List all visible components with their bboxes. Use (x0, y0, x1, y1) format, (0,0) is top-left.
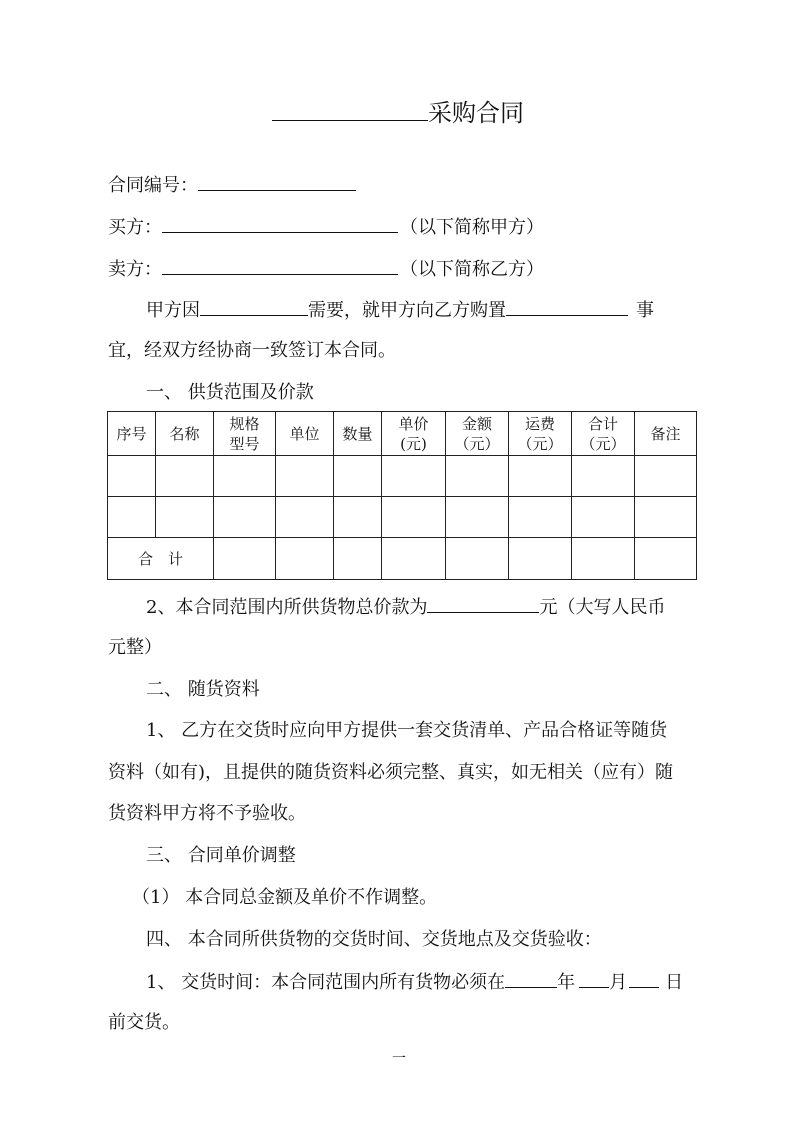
section-2-para-line-1: 1、 乙方在交货时应向甲方提供一套交货清单、产品合格证等随货 (146, 720, 668, 741)
header-label: （元） (517, 434, 563, 453)
contract-number-label: 合同编号： (108, 175, 198, 196)
intro-line-1 (146, 297, 654, 323)
delivery-time-line-1 (146, 969, 683, 995)
header-label: 序号 (116, 424, 147, 443)
header-cell-freight (509, 412, 572, 456)
header-label: 型号 (229, 434, 260, 453)
table-cell (156, 497, 214, 538)
header-label: 规格 (229, 414, 260, 433)
header-cell-amount (446, 412, 509, 456)
contract-number-line (108, 172, 356, 198)
intro-text-1: 甲方因 (146, 300, 200, 321)
section-1-heading: 一、 供货范围及价款 (146, 382, 314, 403)
table-cell (382, 456, 446, 497)
table-cell (635, 497, 697, 538)
seller-label: 卖方： (108, 259, 162, 280)
intro-text-2: 需要，就甲方向乙方购置 (308, 300, 506, 321)
purpose-blank (200, 297, 308, 316)
seller-line (108, 256, 544, 282)
seller-blank (162, 256, 398, 275)
total-price-line-1 (146, 594, 665, 620)
header-cell-spec (214, 412, 276, 456)
table-cell (334, 456, 382, 497)
header-label: 数量 (342, 424, 373, 443)
table-cell (572, 497, 635, 538)
buyer-note: （以下简称甲方） (400, 217, 544, 238)
total-label: 合 计 (137, 549, 183, 568)
table-cell (382, 497, 446, 538)
header-label: (元) (400, 434, 427, 453)
table-row (108, 497, 697, 538)
table-cell (572, 538, 635, 580)
total-price-blank (427, 594, 539, 613)
section-4-heading: 四、 本合同所供货物的交货时间、交货地点及交货验收： (146, 929, 602, 950)
delivery-time-line-2: 前交货。 (108, 1012, 180, 1033)
table-cell (635, 538, 697, 580)
header-cell-subtotal (572, 412, 635, 456)
header-cell-name (156, 412, 214, 456)
section-2-para-line-3: 货资料甲方将不予验收。 (108, 803, 306, 824)
table-cell (509, 456, 572, 497)
page-number: 一 (392, 1051, 406, 1067)
table-cell (334, 538, 382, 580)
header-label: 运费 (524, 414, 555, 433)
header-label: 备注 (650, 424, 681, 443)
section-3-para: （1） 本合同总金额及单价不作调整。 (132, 887, 438, 908)
table-cell (214, 497, 276, 538)
header-cell-remarks (635, 412, 697, 456)
table-cell (635, 456, 697, 497)
intro-line-2: 宜，经双方经协商一致签订本合同。 (108, 340, 396, 361)
buyer-label: 买方： (108, 217, 162, 238)
day-blank (629, 969, 659, 988)
table-cell (156, 456, 214, 497)
intro-text-3: 事 (636, 300, 654, 321)
table-cell (334, 497, 382, 538)
table-cell (214, 538, 276, 580)
total-label-cell (108, 538, 214, 580)
header-label: 合计 (587, 414, 618, 433)
goods-table (107, 411, 697, 580)
header-cell-unit (276, 412, 334, 456)
title-text: 采购合同 (428, 99, 524, 127)
total-price-line-2: 元整） (108, 637, 162, 658)
table-cell (572, 456, 635, 497)
delivery-time-text: 1、 交货时间：本合同范围内所有货物必须在 (146, 972, 506, 993)
header-cell-quantity (334, 412, 382, 456)
table-cell (276, 456, 334, 497)
header-label: 单位 (289, 424, 320, 443)
header-label: （元） (454, 434, 500, 453)
header-label: 金额 (461, 414, 492, 433)
section-2-para-line-2: 资料（如有)，且提供的随货资料必须完整、真实，如无相关（应有）随 (108, 762, 674, 783)
table-cell (446, 538, 509, 580)
total-price-text-2: 元（大写人民币 (539, 597, 666, 618)
table-cell (214, 456, 276, 497)
table-cell (446, 456, 509, 497)
table-cell (509, 538, 572, 580)
header-cell-index (108, 412, 156, 456)
table-cell (509, 497, 572, 538)
year-blank (505, 969, 557, 988)
section-3-heading: 三、 合同单价调整 (146, 845, 296, 866)
section-2-heading: 二、 随货资料 (146, 679, 260, 700)
header-label: 单价 (398, 414, 429, 433)
contract-number-blank (198, 172, 356, 191)
goods-blank (506, 297, 628, 316)
header-cell-unit-price (382, 412, 446, 456)
seller-note: （以下简称乙方） (400, 259, 544, 280)
year-label: 年 (557, 972, 576, 993)
table-total-row (108, 538, 697, 580)
table-row (108, 456, 697, 497)
month-blank (579, 969, 609, 988)
table-cell (108, 456, 156, 497)
buyer-blank (162, 214, 398, 233)
table-cell (382, 538, 446, 580)
month-label: 月 (609, 972, 628, 993)
total-price-text-1: 2、本合同范围内所供货物总价款为 (146, 597, 428, 618)
buyer-line (108, 214, 544, 240)
page-title (272, 96, 524, 129)
table-cell (108, 497, 156, 538)
table-cell (276, 538, 334, 580)
day-label: 日 (665, 972, 684, 993)
contract-type-blank (272, 96, 428, 121)
table-header-row (108, 412, 697, 456)
table-cell (276, 497, 334, 538)
table-cell (446, 497, 509, 538)
header-label: 名称 (169, 424, 200, 443)
header-label: （元） (580, 434, 626, 453)
